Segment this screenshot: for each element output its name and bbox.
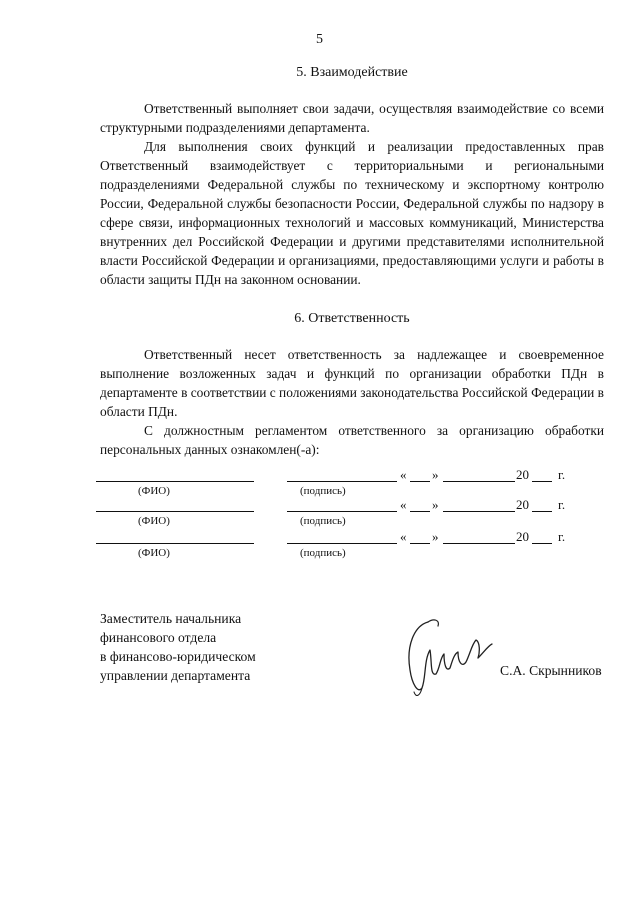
- day-line[interactable]: [410, 543, 430, 544]
- fio-line[interactable]: [96, 511, 254, 512]
- year-prefix: 20: [516, 529, 529, 544]
- fio-caption: (ФИО): [138, 547, 170, 559]
- approver-title-line: Заместитель начальника: [100, 611, 242, 626]
- year-line[interactable]: [532, 481, 552, 482]
- section-6-paragraph-1: Ответственный несет ответственность за надлежащее и своевременное выполнение возложенных задач и функций по организации обработки ПДн в департаменте в соответствии с положениями законодательства Российской Федерации в области ПДн.: [100, 347, 604, 419]
- month-line[interactable]: [443, 511, 515, 512]
- page-number: 5: [316, 32, 323, 47]
- year-suffix: г.: [558, 467, 566, 482]
- signature-line[interactable]: [287, 543, 397, 544]
- section-6-heading: 6. Ответственность: [294, 311, 410, 326]
- approver-title-line: управлении департамента: [100, 668, 251, 683]
- signer-name: С.А. Скрынников: [500, 663, 602, 678]
- year-suffix: г.: [558, 497, 566, 512]
- approver-title-line: в финансово-юридическом: [100, 649, 256, 664]
- year-suffix: г.: [558, 529, 566, 544]
- approver-title: [100, 609, 256, 685]
- signature-caption: (подпись): [300, 515, 346, 527]
- day-line[interactable]: [410, 481, 430, 482]
- handwritten-signature: [400, 612, 500, 702]
- close-quote: »: [432, 467, 439, 482]
- signature-caption: (подпись): [300, 485, 346, 497]
- signature-row: [0, 529, 639, 569]
- close-quote: »: [432, 529, 439, 544]
- year-prefix: 20: [516, 497, 529, 512]
- open-quote: «: [400, 467, 407, 482]
- signature-line[interactable]: [287, 511, 397, 512]
- open-quote: «: [400, 529, 407, 544]
- fio-caption: (ФИО): [138, 485, 170, 497]
- fio-caption: (ФИО): [138, 515, 170, 527]
- month-line[interactable]: [443, 543, 515, 544]
- open-quote: «: [400, 497, 407, 512]
- close-quote: »: [432, 497, 439, 512]
- signature-caption: (подпись): [300, 547, 346, 559]
- section-5-paragraph-1: Ответственный выполняет свои задачи, осуществляя взаимодействие со всеми структурными подразделениями департамента.: [100, 101, 604, 135]
- year-line[interactable]: [532, 511, 552, 512]
- fio-line[interactable]: [96, 481, 254, 482]
- approver-title-line: финансового отдела: [100, 630, 217, 645]
- year-line[interactable]: [532, 543, 552, 544]
- section-6-paragraph-2: С должностным регламентом ответственного за организацию обработки персональных данных ознакомлен(-а):: [100, 423, 604, 457]
- signature-line[interactable]: [287, 481, 397, 482]
- month-line[interactable]: [443, 481, 515, 482]
- fio-line[interactable]: [96, 543, 254, 544]
- day-line[interactable]: [410, 511, 430, 512]
- year-prefix: 20: [516, 467, 529, 482]
- section-5-heading: 5. Взаимодействие: [296, 65, 408, 80]
- section-5-paragraph-2: Для выполнения своих функций и реализации предоставленных прав Ответственный взаимодействует с территориальными и региональными подразделениями Федеральной службы по техническому и экспортному контролю России, Федеральной службы безопасности России, Федеральной службы по надзору в сфере связи, информационных технологий и массовых коммуникаций, Министерства внутренних дел Российской Федерации и другими представителями исполнительной власти Российской Федерации и организациями, предоставляющими услуги и работы в области защиты ПДн на законном основании.: [100, 139, 604, 287]
